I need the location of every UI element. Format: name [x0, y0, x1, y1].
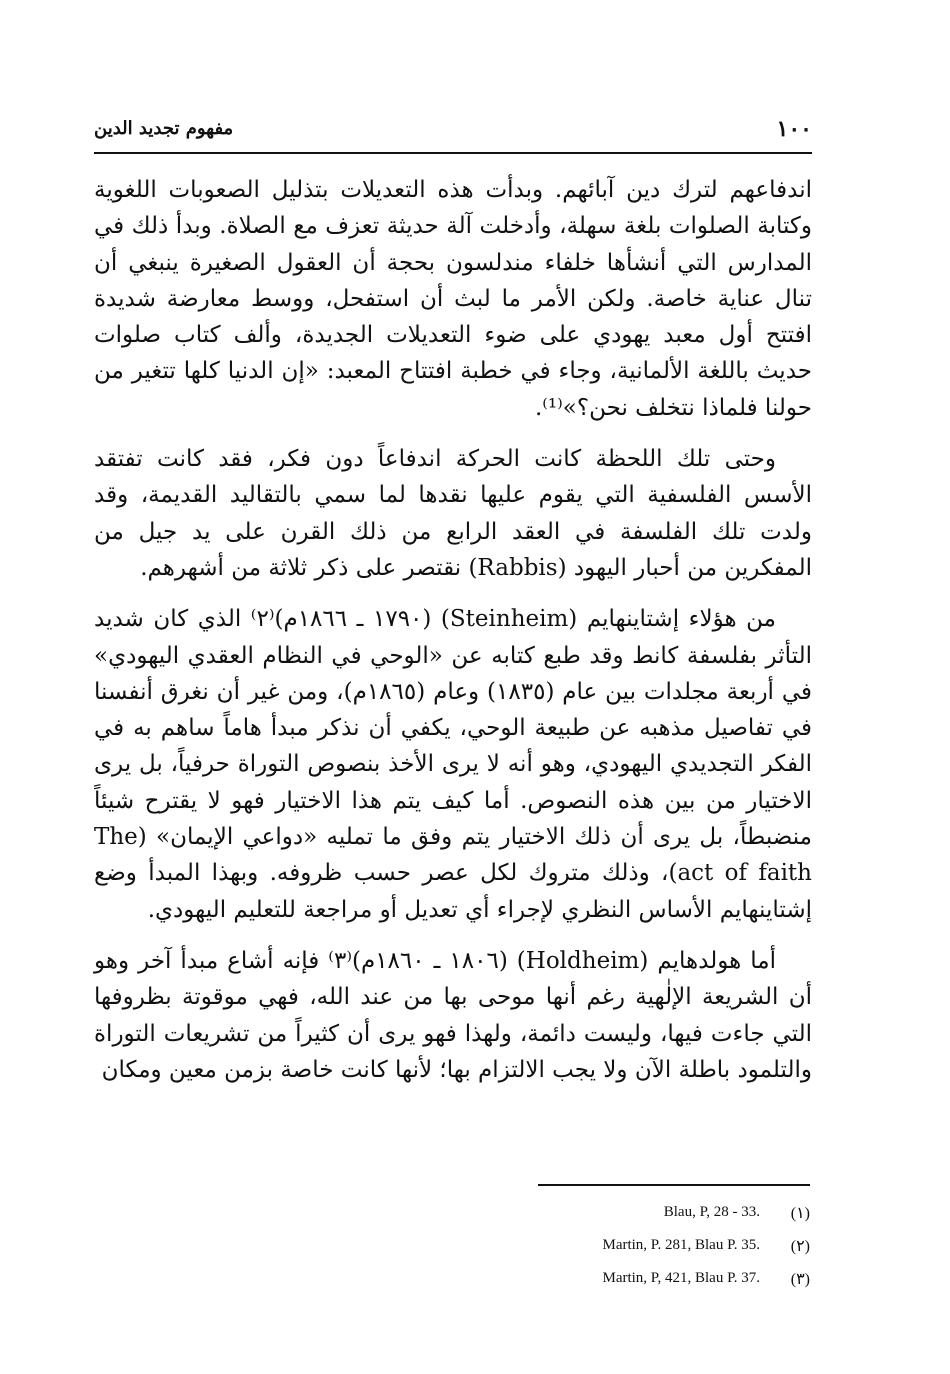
paragraph: اندفاعهم لترك دين آبائهم. وبدأت هذه التعديلات بتذليل الصعوبات اللغوية وكتابة الصلوات بلغة سهلة، وأدخلت آلة حديثة تعزف مع الصلاة. وبدأ ذلك في المدارس التي أنشأها خلفاء مندلسون بحجة أن العقول الصغيرة ينبغي أن تنال عناية خاصة. ولكن الأمر ما لبث أن استفحل، ووسط معارضة شديدة افتتح أول معبد يهودي على ضوء التعديلات الجديدة، وألف كتاب صلوات حديث باللغة الألمانية، وجاء في خطبة افتتاح المعبد: «إن الدنيا كلها تتغير من حولنا فلماذا نتخلف نحن؟»⁽¹⁾.	[94, 177, 812, 421]
footnote-text: Blau, P, 28 - 33.	[663, 1204, 760, 1220]
footnote-text: Martin, P, 421, Blau P. 37.	[602, 1270, 760, 1286]
body-text	[94, 172, 812, 1088]
footnote	[430, 1196, 810, 1229]
running-title: مفهوم تجديد الدين	[94, 118, 234, 139]
page-number: ١٠٠	[776, 116, 812, 142]
footnote-text: Martin, P. 281, Blau P. 35.	[602, 1237, 760, 1253]
footnote-divider	[538, 1184, 810, 1186]
page-header	[94, 110, 812, 154]
paragraph: وحتى تلك اللحظة كانت الحركة اندفاعاً دون فكر، فقد كانت تفتقد الأسس الفلسفية التي يقوم عليها نقدها لما سمي بالتقاليد القديمة، وقد ولدت تلك الفلسفة في العقد الرابع من ذلك القرن على يد جيل من المفكرين من أحبار اليهود (Rabbis) نقتصر على ذكر ثلاثة من أشهرهم.	[94, 446, 812, 581]
footnote-number: (١)	[790, 1204, 810, 1222]
footnote	[430, 1262, 810, 1295]
paragraph: أما هولدهايم (Holdheim) (١٨٠٦ ـ ١٨٦٠م)⁽٣⁾ فإنه أشاع مبدأ آخر وهو أن الشريعة الإلٰهية رغم أنها موحى بها من عند الله، فهي موقوتة بظروفها التي جاءت فيها، وليست دائمة، ولهذا فهو يرى أن كثيراً من تشريعات التوراة والتلمود باطلة الآن ولا يجب الالتزام بها؛ لأنها كانت خاصة بزمن معين ومكان	[94, 947, 812, 1083]
footnote-number: (٣)	[790, 1270, 810, 1288]
footnote	[430, 1229, 810, 1262]
footnote-number: (٢)	[790, 1237, 810, 1255]
paragraph: من هؤلاء إشتاينهايم (Steinheim) (١٧٩٠ ـ ١٨٦٦م)⁽٢⁾ الذي كان شديد التأثر بفلسفة كانط وقد طبع كتابه عن «الوحي في النظام العقدي اليهودي» في أربعة مجلدات بين عام (١٨٣٥) وعام (١٨٦٥م)، ومن غير أن نغرق أنفسنا في تفاصيل مذهبه عن طبيعة الوحي، يكفي أن نذكر مبدأ هاماً ساهم به في الفكر التجديدي اليهودي، وهو أنه لا يرى الأخذ بنصوص التوراة حرفياً، بل يرى الاختيار من بين هذه النصوص. أما كيف يتم هذا الاختيار فهو لا يقترح شيئاً منضبطاً، بل يرى أن ذلك الاختيار يتم وفق ما تمليه «دواعي الإيمان» (The act of faith)، وذلك متروك لكل عصر حسب ظروفه. وبهذا المبدأ وضع إشتاينهايم الأساس النظري لإجراء أي تعديل أو مراجعة للتعليم اليهودي.	[94, 606, 812, 923]
footnotes	[430, 1196, 810, 1295]
